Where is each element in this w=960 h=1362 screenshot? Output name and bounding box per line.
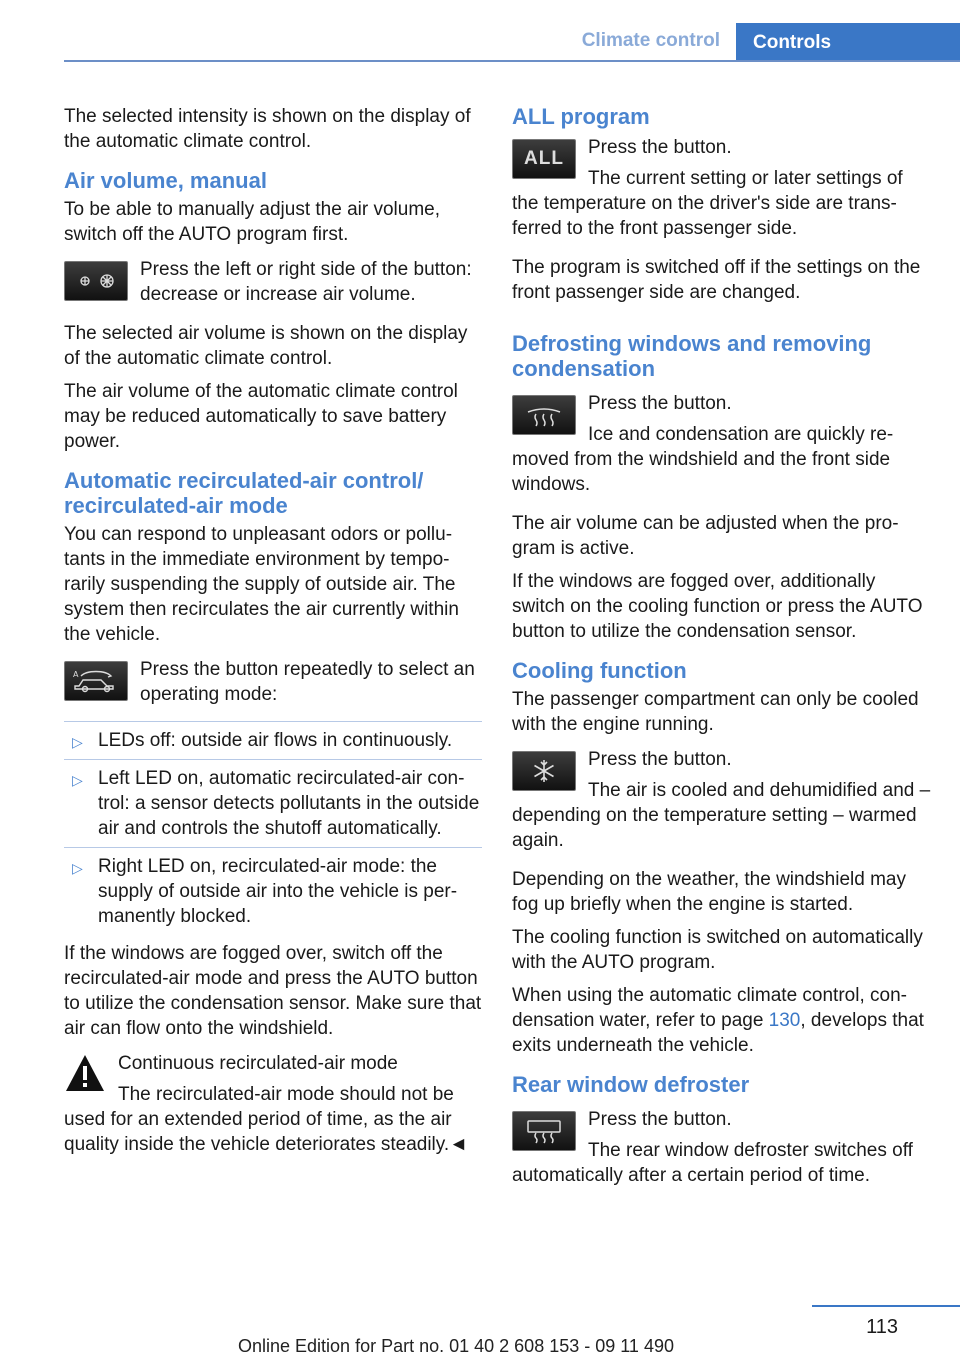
heading-air-volume: Air volume, manual [64,168,267,193]
list-item: ▷ Left LED on, automatic recirculated-air control: a sensor detects pollutants in the outside air and controls the shutoff automatically. [64,759,482,847]
paragraph: The air volume of the automatic climate control may be reduced automatically to save battery power. [64,381,458,452]
warning-title: Continuous recirculated-air mode [118,1053,398,1074]
paragraph: Press the button. [588,1109,732,1130]
all-button-block [512,135,932,247]
paragraph: Press the button. [588,393,732,414]
air-volume-button-block [64,257,482,313]
paragraph: The selected intensity is shown on the display of the automatic climate control. [64,106,471,152]
list-item: ▷ Right LED on, recirculated-air mode: the supply of outside air into the vehicle is permanently blocked. [64,847,482,935]
paragraph: Ice and condensation are quickly removed from the windshield and the front side windows. [512,424,894,495]
triangle-bullet-icon: ▷ [72,772,83,788]
recirculation-button-icon [64,661,128,701]
windshield-defrost-icon [512,395,576,435]
mode-list [64,721,482,935]
snowflake-icon [512,751,576,791]
paragraph: If the windows are fogged over, additionally switch on the cooling function or press the AUTO button to utilize the condensation sensor. [512,571,923,642]
heading-recirculated-air: Automatic recirculated-air control/ recirculated-air mode [64,468,424,518]
all-button-icon: ALL [512,139,576,179]
paragraph: When using the automatic climate control, condensation water, refer to page 130, develops that exits underneath the vehicle. [512,985,924,1056]
paragraph: The air is cooled and dehumidified and – depending on the temperature setting – warmed again. [512,780,931,851]
paragraph: The selected air volume is shown on the display of the automatic climate control. [64,323,468,369]
paragraph: Press the left or right side of the button: decrease or increase air volume. [140,259,472,305]
page-reference-link[interactable]: 130 [768,1010,801,1031]
list-item: ▷ LEDs off: outside air flows in continuously. [64,721,482,759]
cooling-button-block [512,747,932,859]
heading-all-program: ALL program [512,104,650,129]
warning-icon [64,1053,106,1093]
paragraph: The cooling function is switched on automatically with the AUTO program. [512,927,923,973]
header-chapter: Climate control [581,30,720,51]
page-number: 113 [866,1316,898,1338]
paragraph: If the windows are fogged over, switch off the recirculated-air mode and press the AUTO button to utilize the condensation sensor. Make sure that air can flow onto the windshield. [64,943,482,1039]
paragraph: The air volume can be adjusted when the program is active. [512,513,899,559]
left-column [64,104,482,1171]
warning-text: The recirculated-air mode should not be used for an extended period of time, as the air quality inside the vehicle deteriorates steadily.◄ [64,1084,468,1155]
heading-defrost: Defrosting windows and removing condensation [512,331,872,381]
paragraph: Press the button repeatedly to select an operating mode: [140,659,475,705]
footer-rule [812,1305,960,1307]
header-rule [64,60,960,62]
right-column [512,104,932,1202]
page-header [0,0,960,62]
paragraph: Press the button. [588,137,732,158]
defrost-button-block [512,391,932,503]
rear-defroster-button-block [512,1107,932,1194]
paragraph: The passenger compartment can only be cooled with the engine running. [512,689,919,735]
paragraph: To be able to manually adjust the air volume, switch off the AUTO program first. [64,199,440,245]
heading-cooling: Cooling function [512,658,687,683]
recirculation-button-block [64,657,482,713]
paragraph: The program is switched off if the settings on the front passenger side are changed. [512,257,921,303]
paragraph: Press the button. [588,749,732,770]
paragraph: You can respond to unpleasant odors or pollutants in the immediate environment by temporarily suspending the supply of outside air. The system then recirculates the air currently within the vehicle. [64,524,459,645]
paragraph: Depending on the weather, the windshield may fog up briefly when the engine is started. [512,869,906,915]
fan-button-icon [64,261,128,301]
paragraph: The rear window defroster switches off automatically after a certain period of time. [512,1140,913,1186]
rear-window-defrost-icon [512,1111,576,1151]
svg-text:A: A [73,670,79,679]
heading-rear-defroster: Rear window defroster [512,1072,750,1097]
warning-block [64,1051,482,1163]
footer-edition: Online Edition for Part no. 01 40 2 608 153 - 09 11 490 [238,1336,674,1356]
header-section-tab: Controls [736,23,960,62]
triangle-bullet-icon: ▷ [72,860,83,876]
paragraph: The current setting or later settings of the temperature on the driver's side are transferred to the front passenger side. [512,168,903,239]
triangle-bullet-icon: ▷ [72,734,83,750]
